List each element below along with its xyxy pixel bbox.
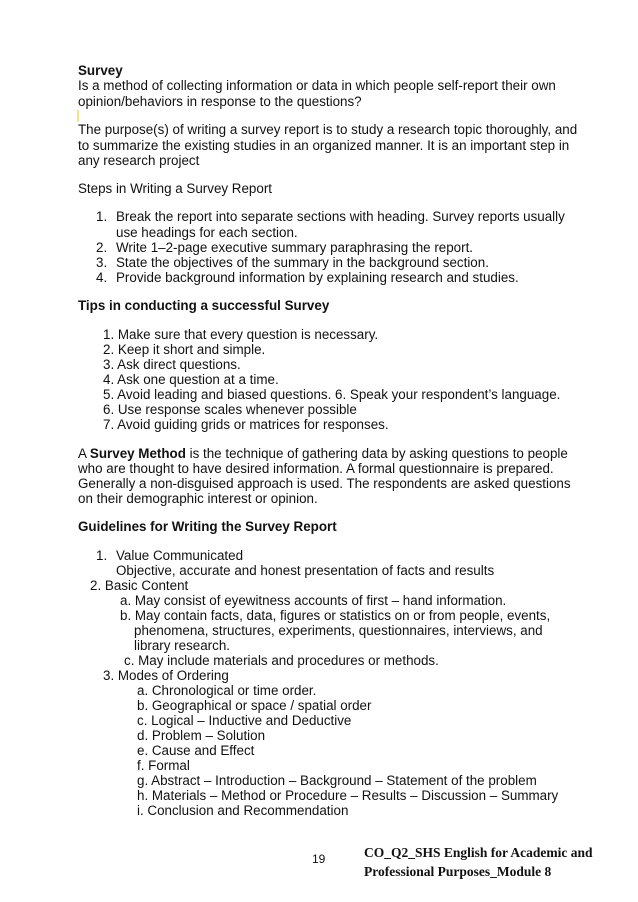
guideline-1-description: Objective, accurate and honest presentation of facts and results xyxy=(116,563,495,578)
step-1-number: 1. xyxy=(96,209,108,224)
mode-item-e: e. Cause and Effect xyxy=(137,743,255,758)
step-4-text: Provide background information by explaining research and studies. xyxy=(116,270,519,285)
page-number: 19 xyxy=(312,852,326,866)
mode-item-i: i. Conclusion and Recommendation xyxy=(137,803,349,818)
tip-item-1: 1. Make sure that every question is necessary. xyxy=(103,327,379,342)
guideline-3-title: 3. Modes of Ordering xyxy=(103,668,229,683)
text-cursor-marker xyxy=(77,110,79,122)
method-line-4: on their demographic interest or opinion. xyxy=(78,491,318,506)
tip-item-7: 7. Avoid guiding grids or matrices for responses. xyxy=(103,417,389,432)
survey-heading: Survey xyxy=(78,63,123,78)
tip-item-4: 4. Ask one question at a time. xyxy=(103,372,279,387)
basic-content-b-line-1: b. May contain facts, data, figures or statistics on or from people, events, xyxy=(120,608,551,623)
step-3-text: State the objectives of the summary in the background section. xyxy=(116,255,489,270)
tip-item-2: 2. Keep it short and simple. xyxy=(103,342,266,357)
mode-item-c: c. Logical – Inductive and Deductive xyxy=(137,713,352,728)
guideline-1-title: Value Communicated xyxy=(116,548,244,563)
step-1-line-2: use headings for each section. xyxy=(116,225,298,240)
survey-definition-line-1: Is a method of collecting information or data in which people self-report their own xyxy=(78,78,556,93)
guideline-1-number: 1. xyxy=(96,548,108,563)
tip-item-3: 3. Ask direct questions. xyxy=(103,357,241,372)
basic-content-b-line-2: phenomena, structures, experiments, questionnaires, interviews, and xyxy=(134,623,543,638)
mode-item-d: d. Problem – Solution xyxy=(137,728,266,743)
tip-item-6: 6. Use response scales whenever possible xyxy=(103,402,357,417)
tip-item-5: 5. Avoid leading and biased questions. 6. Speak your respondent’s language. xyxy=(103,387,561,402)
guideline-2-title: 2. Basic Content xyxy=(90,578,189,593)
purpose-line-2: to summarize the existing studies in an organized manner. It is an important step in xyxy=(78,138,570,153)
method-rest: is the technique of gathering data by asking questions to people xyxy=(185,446,568,461)
step-2-text: Write 1–2-page executive summary paraphrasing the report. xyxy=(116,240,474,255)
method-term: Survey Method xyxy=(89,446,186,461)
basic-content-b-line-3: library research. xyxy=(134,638,230,653)
step-2-number: 2. xyxy=(96,240,108,255)
method-line-3: Generally a non-disguised approach is used. The respondents are asked questions xyxy=(78,476,571,491)
method-prefix: A xyxy=(78,446,90,461)
steps-heading: Steps in Writing a Survey Report xyxy=(78,181,273,196)
mode-item-b: b. Geographical or space / spatial order xyxy=(137,698,372,713)
method-line-2: who are thought to have desired information. A formal questionnaire is prepared. xyxy=(78,461,554,476)
step-4-number: 4. xyxy=(96,270,108,285)
module-footer-line-2: Professional Purposes_Module 8 xyxy=(364,864,552,879)
mode-item-a: a. Chronological or time order. xyxy=(137,683,317,698)
mode-item-h: h. Materials – Method or Procedure – Results – Discussion – Summary xyxy=(137,788,559,803)
purpose-line-3: any research project xyxy=(78,153,200,168)
survey-definition-line-2: opinion/behaviors in response to the questions? xyxy=(78,94,362,109)
tips-heading: Tips in conducting a successful Survey xyxy=(78,298,330,313)
mode-item-g: g. Abstract – Introduction – Background – Statement of the problem xyxy=(137,773,537,788)
method-line-1 xyxy=(78,446,568,462)
step-3-number: 3. xyxy=(96,255,108,270)
guidelines-heading: Guidelines for Writing the Survey Report xyxy=(78,519,337,534)
mode-item-f: f. Formal xyxy=(137,758,190,773)
module-footer xyxy=(364,843,593,881)
module-footer-line-1: CO_Q2_SHS English for Academic and xyxy=(364,845,593,860)
purpose-line-1: The purpose(s) of writing a survey report is to study a research topic thoroughly, and xyxy=(78,122,578,137)
basic-content-a: a. May consist of eyewitness accounts of first – hand information. xyxy=(120,593,507,608)
basic-content-c: c. May include materials and procedures or methods. xyxy=(124,653,439,668)
step-1-line-1: Break the report into separate sections with heading. Survey reports usually xyxy=(116,209,565,224)
